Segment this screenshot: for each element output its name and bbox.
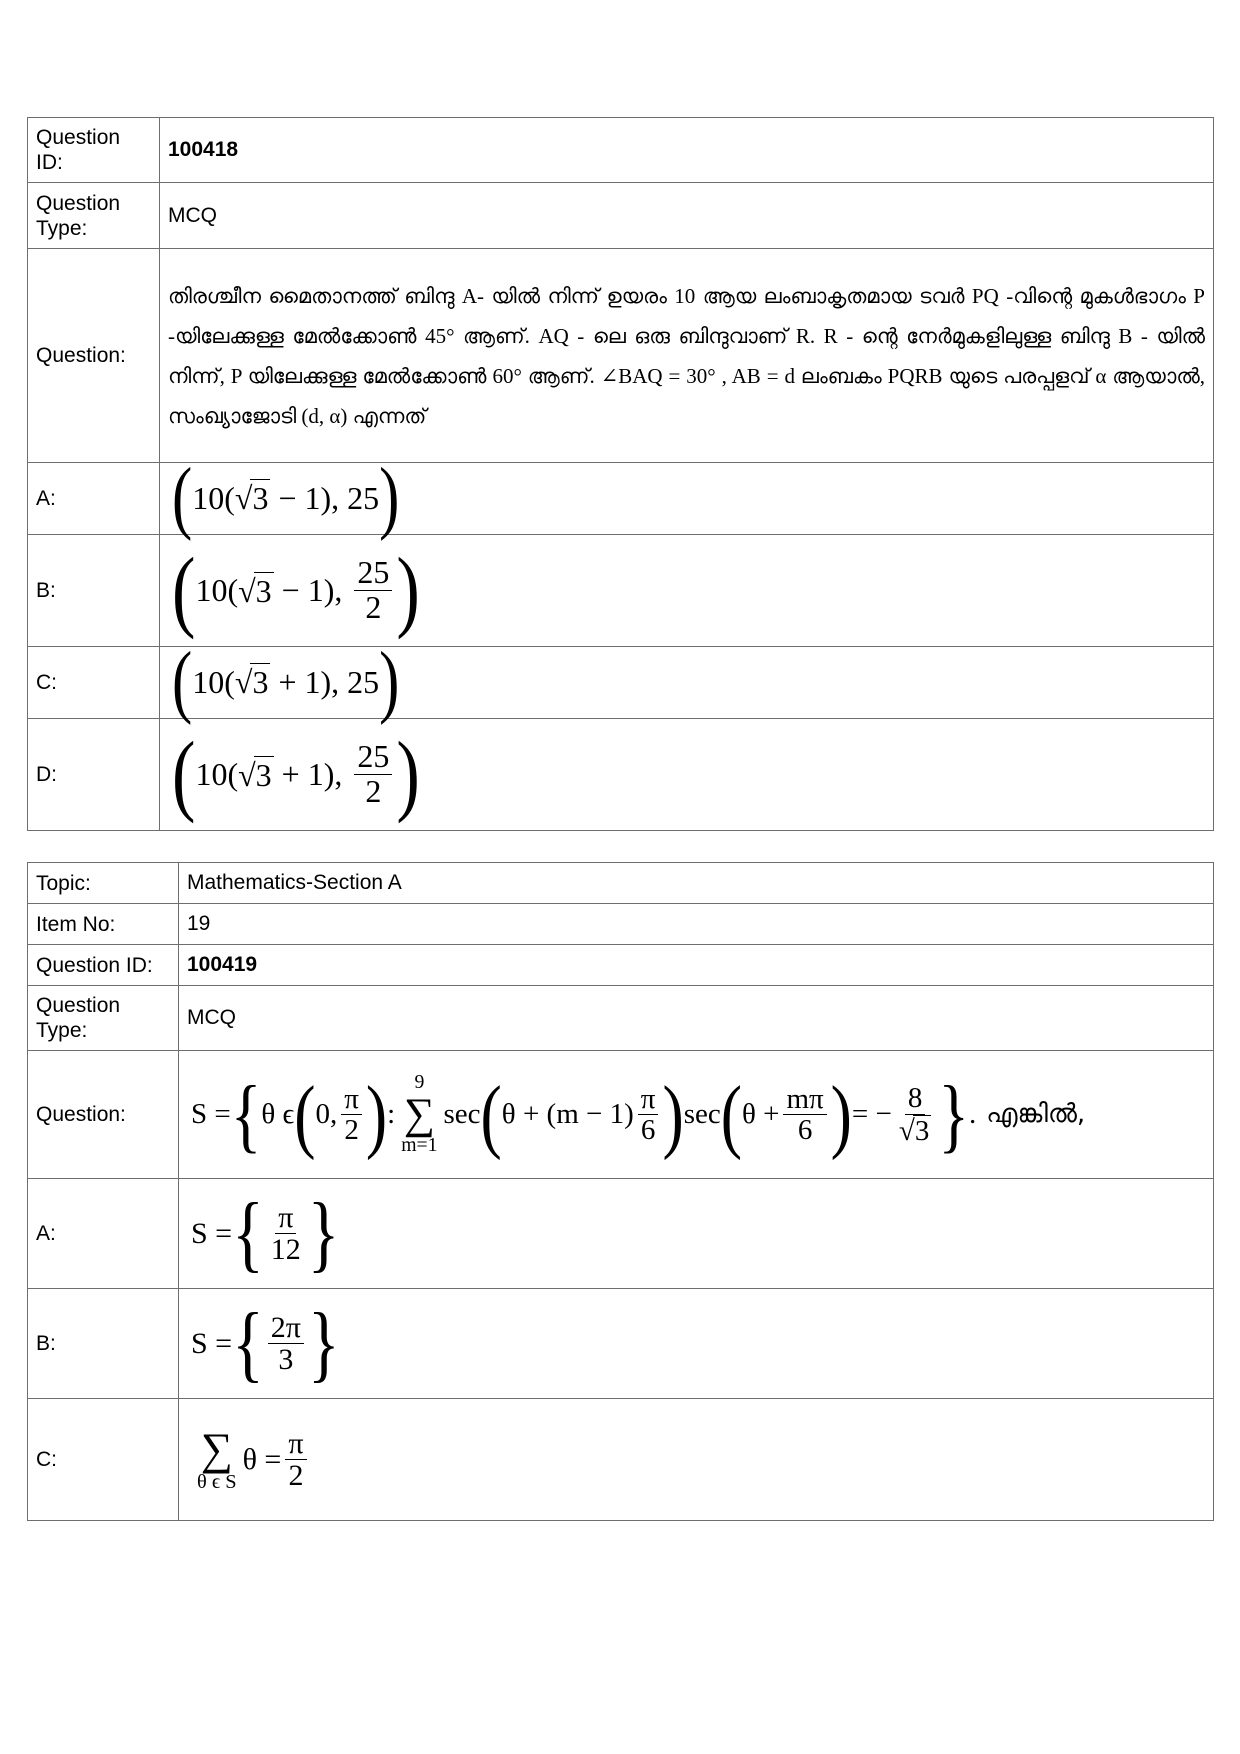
question-id-value: 100418 [160, 118, 1214, 183]
topic-value: Mathematics-Section A [179, 863, 1214, 904]
question-table-100418 [27, 117, 1214, 831]
question-label: Question: [28, 1051, 179, 1179]
question-suffix: എങ്കിൽ, [986, 1099, 1086, 1129]
option-a-label: A: [28, 463, 160, 535]
option-b-label: B: [28, 1289, 179, 1399]
sqrt-3: √ 3 [238, 756, 272, 793]
option-c-label: C: [28, 1399, 179, 1521]
question-text: തിരശ്ചീന മൈതാനത്ത് ബിന്ദു A- യിൽ നിന്ന് ഉയരം 10 ആയ ലംബാകൃതമായ ടവർ PQ -വിന്റെ മുകൾഭാഗം P -യിലേക്കുള്ള മേൽക്കോൺ 45° ആണ്. AQ - ലെ ഒരു ബിന്ദുവാണ് R. R - ന്റെ നേർമുകളിലുള്ള ബിന്ദു B - യിൽ നിന്ന്, P യിലേക്കുള്ള മേൽക്കോൺ 60° ആണ്. ∠BAQ = 30° , AB = d ലംബകം PQRB യുടെ പരപ്പളവ് α ആയാൽ, സംഖ്യാജോടി (d, α) എന്നത് [160, 249, 1214, 463]
option-b-expression: ( 10 ( √ 3 − 1), $\frac{25}{2}$ ) [160, 535, 1214, 647]
option-c-expression: ∑ θ ϵ S θ = $\frac{\pi}{2}$ [179, 1399, 1214, 1521]
item-no-value: 19 [179, 904, 1214, 945]
question-id-label: Question ID: [28, 945, 179, 986]
item-no-label: Item No: [28, 904, 179, 945]
option-a-label: A: [28, 1179, 179, 1289]
option-b-expression: S = { $\frac{2\pi}{3}$ } [179, 1289, 1214, 1399]
topic-label: Topic: [28, 863, 179, 904]
option-b-label: B: [28, 535, 160, 647]
question-type-value: MCQ [160, 183, 1214, 249]
sqrt-3: √ 3 [234, 664, 269, 701]
option-d-label: D: [28, 719, 160, 831]
option-c-expression: ( 10 ( √ 3 + 1), 25 ) [160, 647, 1214, 719]
question-id-value: 100419 [179, 945, 1214, 986]
option-d-expression: ( 10 ( √ 3 + 1), $\frac{25}{2}$ ) [160, 719, 1214, 831]
question-type-label: Question Type: [28, 986, 179, 1051]
question-table-100419 [27, 862, 1214, 1521]
sqrt-3: √ 3 [234, 480, 269, 517]
option-c-label: C: [28, 647, 160, 719]
question-id-label: Question ID: [28, 118, 160, 183]
option-a-expression: S = { $\frac{\pi}{12}$ } [179, 1179, 1214, 1289]
option-a-expression: ( 10 ( √ 3 − 1), 25 ) [160, 463, 1214, 535]
sqrt-3: √ 3 [238, 572, 272, 609]
question-type-value: MCQ [179, 986, 1214, 1051]
question-type-label: Question Type: [28, 183, 160, 249]
question-formula: S = { θ ϵ ( 0, $\frac{\pi}{2}$ ) : 9 ∑ m=1 sec ( θ + (m − 1) $\frac{\pi}{6}$ ) sec ( θ + $\frac{m\pi}{6}$ ) = − 8 √ 3 } . എങ്കിൽ, [179, 1051, 1214, 1179]
question-label: Question: [28, 249, 160, 463]
